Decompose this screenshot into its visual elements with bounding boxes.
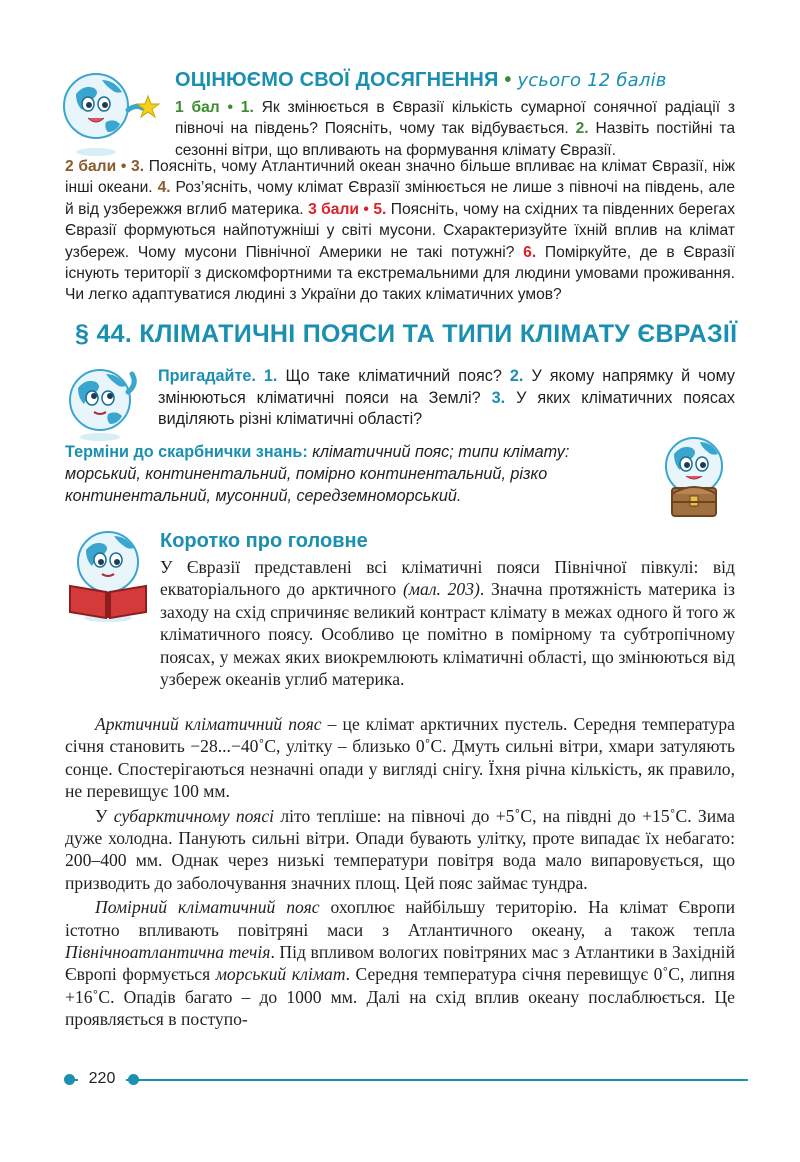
figure-reference: (мал. 203): [402, 579, 480, 600]
arctic-text: – це клімат арктичних пустель. Середня температура січня становить −28...−40˚С, улітку – близько 0˚С. Дмуть сильні вітри, хмари затуляють сонце. Спостерігаються незначні опади у вигляді снігу. Їхня річна кількість, як правило, не перевищує 100 мм.: [65, 714, 735, 802]
question-5: Поясніть, чому на східних та південних берегах Євразії формуються найпотужніші у світі мусони. Схарактеризуйте їхній вплив на клімат узбереж. Чому мусони Північної Америки не такі потужні?: [65, 200, 736, 261]
points-3: 3 бали • 5.: [308, 200, 387, 218]
paragraph-arctic: [65, 713, 735, 803]
temperate-term: Помірний кліматичний пояс: [95, 897, 320, 918]
points-2: 2 бали • 3.: [65, 158, 145, 175]
recall-question-1: Що таке кліматичний пояс?: [277, 367, 510, 385]
question-6: Поміркуйте, де в Євразії існують території з дискомфортними та екстремальними для людини умовами проживання. Чи легко адаптуватися людині з України до таких кліматичних умов?: [65, 243, 735, 304]
subarctic-text: літо тепліше: на півночі до +5˚С, на півдні до +15˚С. Зима дуже холодна. Панують сильні вітри. Опади бувають улітку, проте випадає їх небагато: 200–400 мм. Однак через низькі температури повітря вода мало випаровується, що призводить до заболочування значних площ. Цей пояс займає тундра.: [65, 805, 735, 893]
footer-dot-right: [128, 1074, 139, 1085]
achievements-p2: [65, 156, 735, 306]
page-number: 220: [88, 1070, 116, 1087]
question-3: Поясніть, чому Атлантичний океан значно більше впливає на клімат Євразії, ніж інші океани.: [65, 158, 735, 197]
globe-mascot-star-icon: [62, 66, 162, 158]
achievements-bullet: •: [504, 69, 512, 91]
question-number-2: 2.: [575, 120, 589, 138]
question-1: Як змінюється в Євразії кількість сумарної сонячної радіації з півночі на південь? Поясніть, чому так відбувається.: [175, 99, 735, 138]
paragraph-subarctic: [65, 805, 735, 895]
brief-title: Коротко про головне: [160, 530, 368, 552]
brief-intro-text-a: У Євразії представлені всі кліматичні пояси Північної півкулі: від екваторіального до арктичного: [160, 557, 735, 600]
terms-list: кліматичний пояс; типи клімату: морський, континентальний, помірно континентальний, різко континентальний, мусонний, середземноморський.: [65, 443, 570, 505]
achievements-subtitle: усього 12 балів: [517, 70, 667, 91]
recall-number-1: 1.: [255, 367, 278, 385]
terms-block: [65, 441, 645, 507]
question-2: Назвіть постійні та сезонні вітри, що впливають на формування клімату Євразії.: [175, 120, 735, 159]
subarctic-lead: У: [95, 805, 114, 826]
temperate-text-a: охоплює найбільшу територію. На клімат Європи істотно впливають повітряні маси з Атлантичного океану, а також тепла: [65, 897, 735, 940]
globe-mascot-thinking-icon: [62, 362, 152, 442]
recall-number-3: 3.: [491, 388, 506, 407]
temperate-text-c: . Середня температура січня перевищує 0˚С, липня +16˚С. Опадів багато – до 1000 мм. Далі на схід вплив океану послаблюється. Це проявляється в поступо-: [65, 964, 736, 1030]
arctic-term: Арктичний кліматичний пояс: [95, 714, 322, 734]
page-number-box: [78, 1068, 126, 1090]
achievements-title: ОЦІНЮЄМО СВОЇ ДОСЯГНЕННЯ: [175, 69, 499, 91]
paragraph-temperate: [65, 896, 735, 1030]
question-number-4: 4.: [157, 179, 171, 197]
subarctic-term: субарктичному поясі: [113, 805, 275, 826]
achievements-p1: [175, 97, 735, 161]
body-text: [65, 713, 735, 1031]
brief-intro-text-b: . Значна протяжність материка із заходу на схід спричиняє великий контраст клімату в межах одного й того ж кліматичного поясу. Особливо це помітно в помірному та субтропічному поясах, у межах яких виокремлюють кліматичні області, що змінюються від узбереж океанів углиб материка.: [160, 579, 735, 690]
footer-dot-left: [64, 1074, 75, 1085]
terms-label: Терміни до скарбнички знань:: [65, 443, 308, 461]
brief-intro: [160, 556, 735, 690]
recall-number-2: 2.: [509, 367, 524, 385]
globe-mascot-chest-icon: [652, 432, 736, 524]
footer-rule: [68, 1079, 748, 1081]
marine-climate-term: морський клімат: [215, 964, 346, 985]
recall-question-2: У якому напрямку й чому змінюються кліматичні пояси на Землі?: [158, 367, 736, 407]
north-atlantic-current: Північноатлантична течія: [65, 942, 271, 963]
recall-label: Пригадайте.: [158, 367, 256, 385]
achievements-title-row: [175, 69, 735, 92]
globe-mascot-book-icon: [62, 526, 154, 622]
section-title: § 44. КЛІМАТИЧНІ ПОЯСИ ТА ТИПИ КЛІМАТУ ЄВРАЗІЇ: [75, 320, 738, 348]
question-4: Роз’ясніть, чому клімат Євразії змінюється не лише з півночі на південь, але й від узбережжя вглиб материка.: [65, 179, 735, 218]
question-number-6: 6.: [523, 243, 537, 261]
recall-block: [158, 366, 735, 431]
recall-question-3: У яких кліматичних поясах виділяють різні кліматичні області?: [158, 388, 736, 428]
points-1: 1 бал • 1.: [175, 99, 254, 116]
temperate-text-b: . Під впливом вологих повітряних мас з Атлантики в Західній Європі формується: [65, 942, 735, 985]
